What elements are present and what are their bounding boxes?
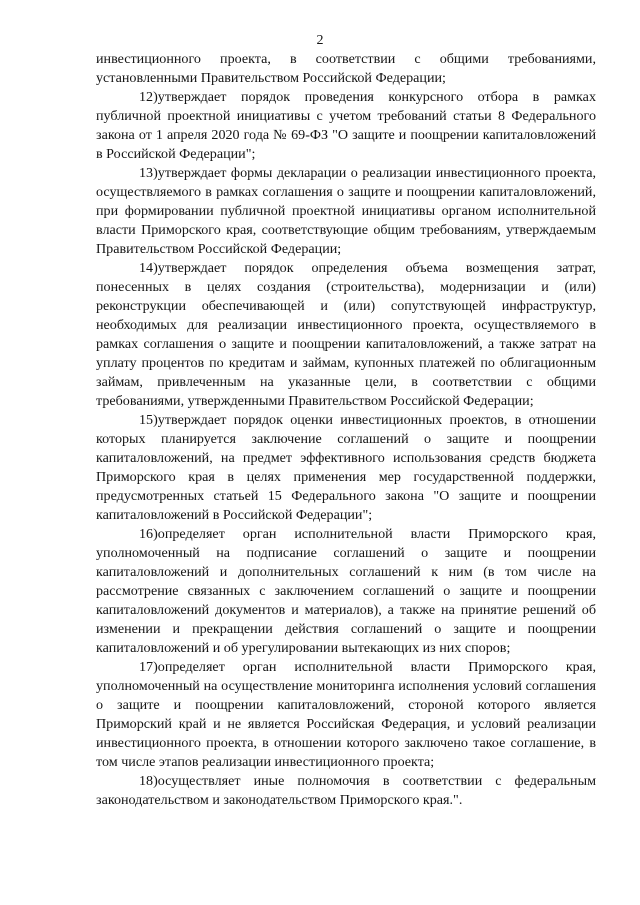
paragraph-item-17: 17)определяет орган исполнительной власти Приморского края, уполномоченный на осуществление мониторинга исполнения условий соглашения о защите и поощрении капиталовложений, стороной которого является Приморский край и не является Российская Федерация, и условий реализации инвестиционного проекта, в отношении которого заключено такое соглашение, в том числе этапов реализации инвестиционного проекта; xyxy=(96,659,596,770)
page-number: 2 xyxy=(316,33,324,48)
paragraph-item-18: 18)осуществляет иные полномочия в соответствии с федеральным законодательством и законодательством Приморского края.". xyxy=(96,773,596,808)
document-body xyxy=(96,50,596,810)
paragraph-item-13: 13)утверждает формы декларации о реализации инвестиционного проекта, осуществляемого в рамках соглашения о защите и поощрении капиталовложений, при формировании публичной проектной инициативы органом исполнительной власти Приморского края, соответствующие общим требованиям, утверждаемым Правительством Российской Федерации; xyxy=(96,165,596,257)
paragraph-item-12: 12)утверждает порядок проведения конкурсного отбора в рамках публичной проектной инициативы с учетом требований статьи 8 Федерального закона от 1 апреля 2020 года № 69-ФЗ "О защите и поощрении капиталовложений в Российской Федерации"; xyxy=(96,89,596,162)
paragraph-item-14: 14)утверждает порядок определения объема возмещения затрат, понесенных в целях создания (строительства), модернизации и (или) реконструкции обеспечивающей и (или) сопутствующей инфраструктур, необходимых для реализации инвестиционного проекта, осуществляемого в рамках соглашения о защите и поощрении капиталовложений, а также затрат на уплату процентов по кредитам и займам, купонных платежей по облигационным займам, привлеченным на указанные цели, в соответствии с общими требованиями, утвержденными Правительством Российской Федерации; xyxy=(96,260,596,409)
paragraph-continuation: инвестиционного проекта, в соответствии с общими требованиями, установленными Правительством Российской Федерации; xyxy=(96,51,596,86)
paragraph-item-16: 16)определяет орган исполнительной власти Приморского края, уполномоченный на подписание соглашений о защите и поощрении капиталовложений и дополнительных соглашений к ним (в том числе на рассмотрение связанных с заключением соглашений о защите и поощрении капиталовложений документов и материалов), а также на принятие решений об изменении и прекращении действия соглашений о защите и поощрении капиталовложений и об урегулировании вытекающих из них споров; xyxy=(96,526,596,656)
paragraph-item-15: 15)утверждает порядок оценки инвестиционных проектов, в отношении которых планируется заключение соглашений о защите и поощрении капиталовложений, на предмет эффективного использования средств бюджета Приморского края в целях применения мер государственной поддержки, предусмотренных статьей 15 Федерального закона "О защите и поощрении капиталовложений в Российской Федерации"; xyxy=(96,412,596,523)
